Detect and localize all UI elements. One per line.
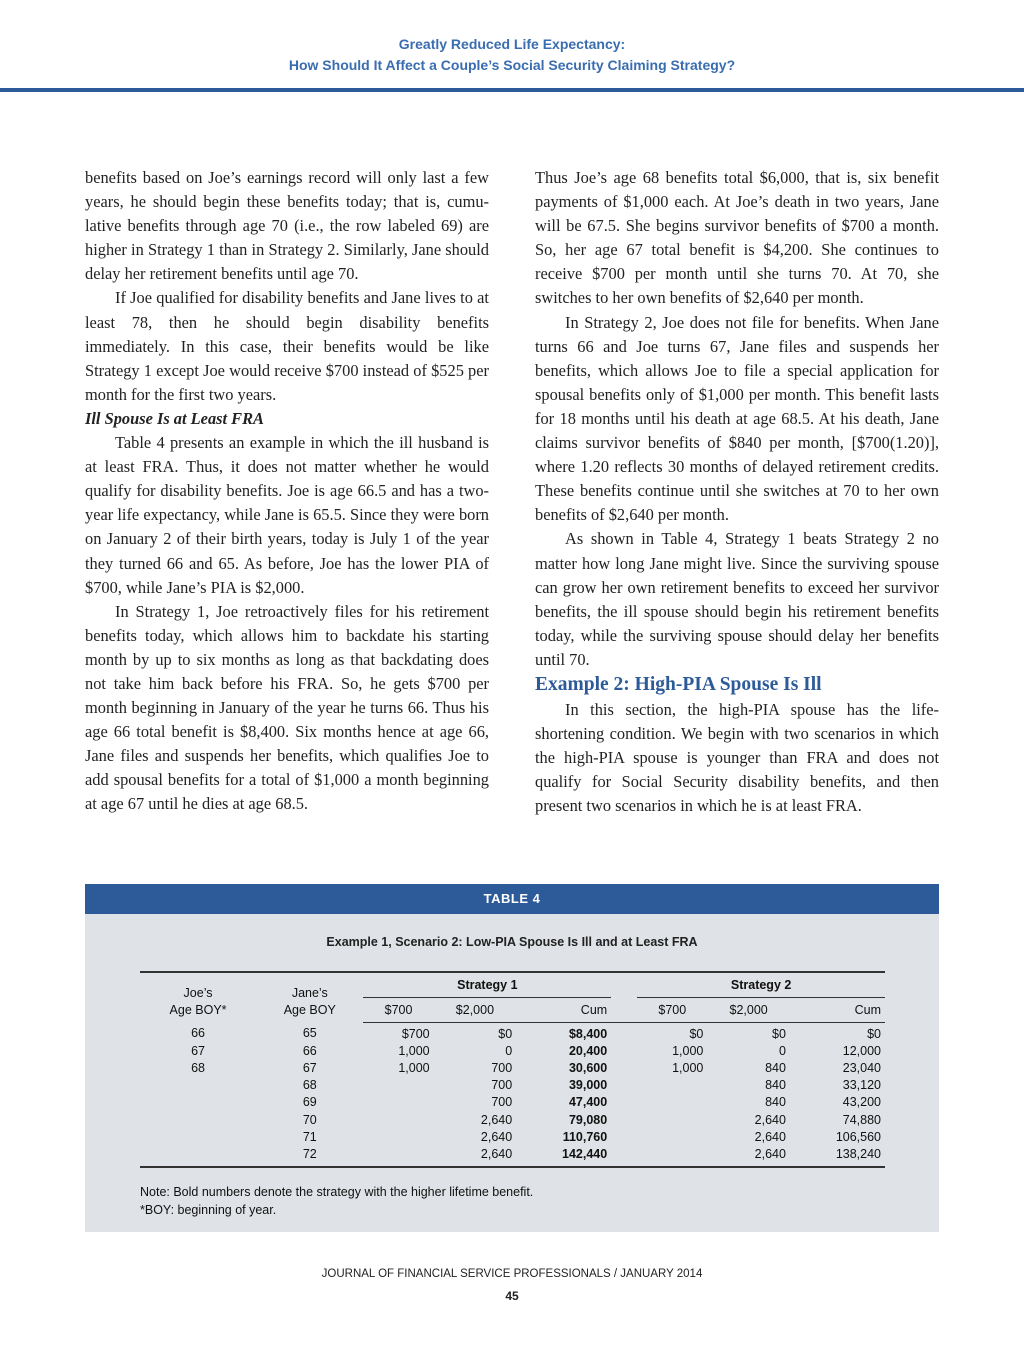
cell-jane: 66 xyxy=(302,1043,317,1058)
right-paragraph-2: In Strategy 2, Joe does not file for benefits. When Jane turns 66 and Joe turns 67, Jane files and suspends her benefits, which allows Joe to file a special application for spousal benefits only of $1,000 per month. This benefit lasts for 18 months until his death at age 68.5. At his death, Jane claims survivor benefits of $840 per month, [$700(1.20)], where 1.20 reflects 30 months of delayed retirement credits. These benefits continue until she switches at 70 to her own benefits of $2,640 per month. xyxy=(535,312,939,525)
table-row xyxy=(140,1146,885,1167)
left-paragraph-2a: If Joe qualified for disability benefits and Jane lives xyxy=(115,288,456,308)
cell-s2a xyxy=(637,1112,707,1129)
cell-jane: 65 xyxy=(302,1026,317,1041)
col-jane-age xyxy=(256,972,363,1022)
cell-s1a xyxy=(363,1112,433,1129)
cell-joe xyxy=(140,1146,256,1167)
left-paragraph-2 xyxy=(85,286,489,406)
running-head-line2: How Should It Affect a Couple’s Social Security Claiming Strategy? xyxy=(288,57,736,73)
cell-jane: 72 xyxy=(256,1146,363,1167)
cell-joe: 66 xyxy=(191,1026,205,1041)
col-joe-line2: Age BOY* xyxy=(169,1003,227,1017)
cell-s1b: 700 xyxy=(491,1060,513,1075)
cell-jane: 69 xyxy=(302,1095,317,1110)
col-joe-age xyxy=(140,972,256,1022)
cell-s2c: 12,000 xyxy=(842,1043,881,1058)
cell-s1b: 2,640 xyxy=(480,1112,513,1127)
s2-col-700: $700 xyxy=(637,997,707,1022)
row-spacer xyxy=(611,1094,637,1111)
running-head xyxy=(0,34,1024,76)
left-paragraph-1b: lative benefits through age 70 (i.e., the row labeled 69) are higher in Strategy 1 than in Strategy 2. Similarly, Jane should delay her retirement benefits until age 70. xyxy=(85,216,489,284)
cell-s2c: 74,880 xyxy=(842,1112,881,1127)
table-row xyxy=(140,1043,885,1060)
cell-s1c: 30,600 xyxy=(568,1060,608,1075)
s2-col-cum: Cum xyxy=(790,997,885,1022)
page-number: 45 xyxy=(505,1289,519,1303)
cell-s1a: $700 xyxy=(401,1026,430,1041)
cell-s2a: $0 xyxy=(689,1026,704,1041)
table-notes xyxy=(140,1183,533,1219)
cell-joe xyxy=(140,1077,256,1094)
left-paragraph-4: In Strategy 1, Joe retroactively files for his retirement benefits today, which allows him to backdate his starting month by up to six months as long as that backdating does not take him back before his FRA. So, he gets $700 per month beginning in January of the year he turns 66. Thus his age 66 total benefit is $8,400. Six months hence at age 66, Jane files and suspends her benefits, which qualifies Joe to add spousal benefits for a total of $1,000 a month beginning at age 67 until he dies at age 68.5. xyxy=(85,601,489,814)
s1-col-cum: Cum xyxy=(516,997,611,1022)
cell-s1b: 700 xyxy=(491,1078,513,1093)
cell-s1b: $0 xyxy=(498,1026,513,1041)
cell-s1b: 2,640 xyxy=(480,1129,513,1144)
left-paragraph-3: Table 4 presents an example in which the ill husband is at least FRA. Thus, it does not matter whether he would qualify for disability benefits. Joe is age 66.5 and has a two-year life expectancy, while Jane is 65.5. Since they were born on January 2 of their birth years, today is July 1 of the year they turned 66 and 65. As before, Joe has the lower PIA of $700, while Jane’s PIA is $2,000. xyxy=(85,433,489,597)
cell-s2a xyxy=(637,1146,707,1167)
table-4-box xyxy=(85,884,939,1232)
cell-s1b: 700 xyxy=(491,1095,513,1110)
cell-jane: 70 xyxy=(302,1112,317,1127)
cell-s1c: 142,440 xyxy=(516,1146,611,1167)
cell-s1a: 1,000 xyxy=(398,1060,430,1075)
cell-s1a: 1,000 xyxy=(398,1043,430,1058)
cell-s1a xyxy=(363,1094,433,1111)
header-rule xyxy=(0,88,1024,92)
table-title: Example 1, Scenario 2: Low-PIA Spouse Is Ill and at Least FRA xyxy=(326,935,698,949)
cell-s2a xyxy=(637,1129,707,1146)
table-body xyxy=(140,1022,885,1167)
s1-col-700: $700 xyxy=(363,997,433,1022)
cell-s1c: 79,080 xyxy=(568,1112,608,1127)
cell-s2b: 2,640 xyxy=(707,1146,790,1167)
cell-s1c: $8,400 xyxy=(568,1026,608,1041)
cell-s2a: 1,000 xyxy=(672,1043,704,1058)
table-row xyxy=(140,1060,885,1077)
right-paragraph-4: In this section, the high-PIA spouse has the life-shortening condition. We begin with two scenarios in which the high-PIA spouse is younger than FRA and does not qualify for Social Security disability benefits, and then present two scenarios in which he is at least FRA. xyxy=(535,699,939,816)
table-row xyxy=(140,1022,885,1043)
row-spacer xyxy=(611,1146,637,1167)
right-paragraph-3: As shown in Table 4, Strategy 1 beats Strategy 2 no matter how long Jane might live. Since the surviving spouse can grow her own retirement benefits to exceed her survivor benefits, the ill spouse should begin his retirement benefits today, while the surviving spouse should delay her benefits until 70. xyxy=(535,529,939,669)
running-head-line1: Greatly Reduced Life Expectancy: xyxy=(398,36,626,52)
s1-col-2000: $2,000 xyxy=(434,997,517,1022)
cell-s2c: $0 xyxy=(867,1026,881,1041)
cell-jane: 71 xyxy=(302,1129,317,1144)
row-spacer xyxy=(611,1060,637,1077)
cell-s2a xyxy=(637,1077,707,1094)
cell-jane: 67 xyxy=(302,1060,317,1075)
cell-s1a xyxy=(363,1146,433,1167)
col-jane-line2: Age BOY xyxy=(283,1003,336,1017)
cell-joe: 68 xyxy=(191,1060,205,1075)
table-note-boy: *BOY: beginning of year. xyxy=(140,1203,277,1217)
section-heading: Example 2: High-PIA Spouse Is Ill xyxy=(535,673,822,695)
cell-s2b: 2,640 xyxy=(754,1112,786,1127)
row-spacer xyxy=(611,1077,637,1094)
table-row xyxy=(140,1094,885,1111)
cell-s2a: 1,000 xyxy=(672,1060,704,1075)
journal-footer: JOURNAL OF FINANCIAL SERVICE PROFESSIONALS / JANUARY 2014 xyxy=(321,1268,703,1280)
table-row xyxy=(140,1077,885,1094)
left-column xyxy=(85,166,489,817)
row-spacer xyxy=(611,1112,637,1129)
section-subhead: Ill Spouse Is at Least FRA xyxy=(85,408,264,428)
cell-s1c: 47,400 xyxy=(568,1095,608,1110)
table-note-bold: Note: Bold numbers denote the strategy with the higher lifetime benefit. xyxy=(140,1185,534,1199)
benefits-table xyxy=(140,971,885,1168)
cell-s2b: 840 xyxy=(765,1060,786,1075)
subheader-spacer xyxy=(611,997,637,1022)
cell-jane: 68 xyxy=(302,1078,317,1093)
left-paragraph-1a: benefits based on Joe’s earnings record will only last a few years, he should begin these benefits today; that is, cumu- xyxy=(85,168,489,212)
strategy-1-header: Strategy 1 xyxy=(363,972,611,997)
cell-s2c: 33,120 xyxy=(842,1078,881,1093)
row-spacer xyxy=(611,1022,637,1043)
cell-s1b: 2,640 xyxy=(434,1146,517,1167)
cell-s2b: $0 xyxy=(772,1026,786,1041)
cell-s2c: 138,240 xyxy=(790,1146,885,1167)
cell-s2c: 43,200 xyxy=(842,1095,881,1110)
header-spacer xyxy=(611,972,637,997)
cell-joe xyxy=(140,1094,256,1111)
cell-s1c: 110,760 xyxy=(562,1129,608,1144)
cell-s1c: 39,000 xyxy=(568,1078,608,1093)
cell-joe xyxy=(140,1112,256,1129)
cell-s2c: 106,560 xyxy=(835,1129,881,1144)
table-label: TABLE 4 xyxy=(85,884,939,914)
cell-s2b: 2,640 xyxy=(754,1129,786,1144)
cell-s2b: 840 xyxy=(765,1078,786,1093)
s2-col-2000: $2,000 xyxy=(707,997,790,1022)
cell-s1a xyxy=(363,1077,433,1094)
table-row xyxy=(140,1112,885,1129)
cell-s1c: 20,400 xyxy=(568,1043,608,1058)
cell-joe xyxy=(140,1129,256,1146)
row-spacer xyxy=(611,1043,637,1060)
col-joe-line1: Joe’s xyxy=(183,986,213,1000)
col-jane-line1: Jane’s xyxy=(291,986,328,1000)
left-paragraph-2b: to at least 78, then he should begin disability benefits immediately. In this case, their benefits would be like Strategy 1 except Joe would receive $700 instead of $525 per month for the first two years. xyxy=(85,288,489,404)
right-column xyxy=(535,166,939,818)
left-paragraph-1 xyxy=(85,166,489,286)
right-paragraph-1: Thus Joe’s age 68 benefits total $6,000, that is, six benefit payments of $1,000 each. At Joe’s death in two years, Jane will be 67.5. She begins survivor benefits of $700 a month. So, her age 67 total benefit is $4,200. She continues to receive $700 per month until she turns 70. At 70, she switches to her own benefits of $2,640 per month. xyxy=(535,168,939,308)
strategy-2-header: Strategy 2 xyxy=(637,972,885,997)
cell-s2b: 840 xyxy=(765,1095,786,1110)
cell-s1b: 0 xyxy=(505,1043,513,1058)
cell-s2b: 0 xyxy=(778,1043,786,1058)
cell-s2c: 23,040 xyxy=(842,1060,881,1075)
row-spacer xyxy=(611,1129,637,1146)
cell-s1a xyxy=(363,1129,433,1146)
table-row xyxy=(140,1129,885,1146)
cell-joe: 67 xyxy=(191,1043,205,1058)
cell-s2a xyxy=(637,1094,707,1111)
